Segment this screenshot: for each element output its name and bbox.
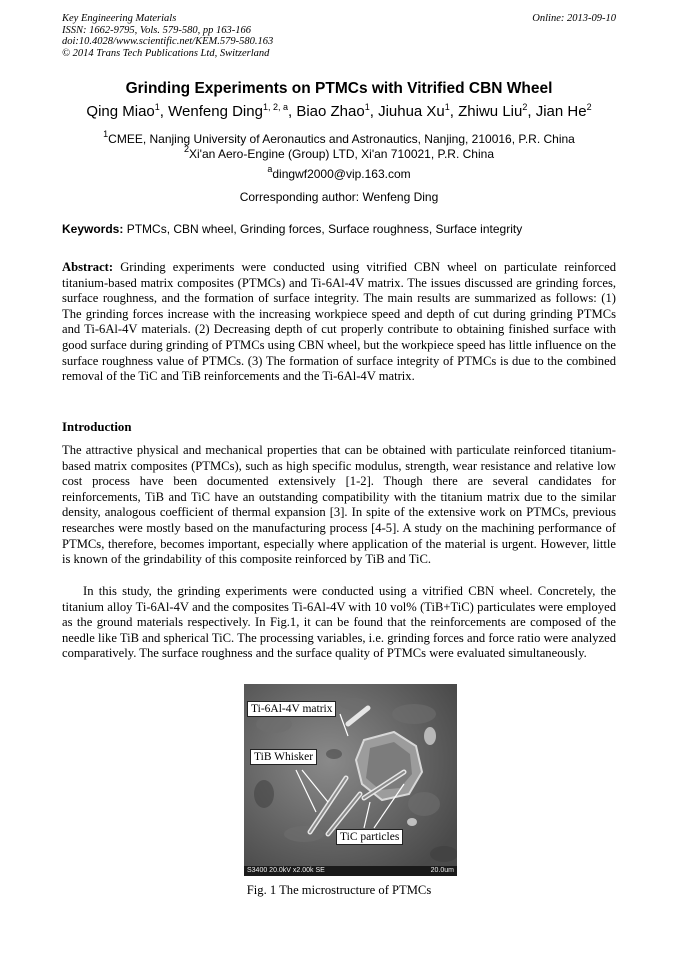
- author: Wenfeng Ding: [168, 103, 263, 120]
- author-list: Qing Miao$^1$, Wenfeng Ding$^{1, 2, a}$, Biao Zhao$^1$, Jiuhua Xu$^1$, Zhiwu Liu$^2$, Jian He$^2$: [86, 102, 592, 120]
- abstract-text: Grinding experiments were conducted using vitrified CBN wheel on particulate reinforced titanium-based matrix composites (PTMCs) and Ti-6Al-4V matrix. The issues discussed are grinding forces, surface roughness, and the formation of surface integrity. The main results are summarized as follows: (1) The grinding forces increase with the increasing workpiece speed and depth of cut during grinding PTMCs and Ti-6Al-4V materials. (2) Decreasing depth of cut properly contribute to obtaining finished surface with good surface during grinding of PTMCs using CBN wheel, but the workpiece speed has little influence on the surface roughness value of PTMCs. (3) The formation of surface integrity of PTMCs is due to the combined removal of the TiC and TiB reinforcements and the Ti-6Al-4V matrix.: [62, 260, 617, 384]
- issn: ISSN: 1662-9795, Vols. 579-580, pp 163-166: [62, 24, 251, 36]
- keywords-label: Keywords:: [62, 222, 124, 236]
- sem-info: S3400 20.0kV x2.00k SE: [247, 867, 325, 874]
- doi: doi:10.4028/www.scientific.net/KEM.579-580.163: [62, 36, 274, 47]
- affiliation-2: $^2$Xi'an Aero-Engine (Group) LTD, Xi'an 710021, P.R. China: [184, 144, 494, 161]
- abstract-label: Abstract:: [62, 260, 114, 274]
- copyright: © 2014 Trans Tech Publications Ltd, Switzerland: [62, 47, 270, 59]
- author-sup: 1: [154, 102, 160, 112]
- author-sup: 2: [586, 102, 592, 112]
- figure-caption: Fig. 1 The microstructure of PTMCs: [246, 883, 432, 897]
- author-email: $^a$dingwf2000@vip.163.com: [267, 164, 411, 181]
- author: Jiuhua Xu: [378, 103, 445, 120]
- intro-paragraph-2: In this study, the grinding experiments were conducted using a vitrified CBN wheel. Concretely, the titanium alloy Ti-6Al-4V and the composites Ti-6Al-4V with 10 vol% (TiB+TiC) particulates were employed as the ground materials respectively. In Fig.1, it can be found that the reinforcements are composed of the needle like TiB and spherical TiC. The processing variables, i.e. grinding forces and force ratio were analyzed comparatively. The surface roughness and the surface quality of PTMCs were evaluated simultaneously.: [62, 584, 616, 661]
- author: Zhiwu Liu: [458, 103, 523, 120]
- label-matrix: Ti-6Al-4V matrix: [247, 701, 336, 717]
- online-date: Online: 2013-09-10: [532, 13, 616, 24]
- author-sup: 1, 2, a: [262, 102, 288, 112]
- paper-title: Grinding Experiments on PTMCs with Vitrified CBN Wheel: [125, 80, 553, 97]
- author: Biao Zhao: [296, 103, 365, 120]
- author: Jian He: [535, 103, 587, 120]
- corresponding-author: Corresponding author: Wenfeng Ding: [239, 190, 439, 204]
- label-whisker: TiB Whisker: [250, 749, 317, 765]
- keywords-text: PTMCs, CBN wheel, Grinding forces, Surface roughness, Surface integrity: [126, 222, 523, 236]
- sem-scale: 20.0um: [430, 867, 454, 874]
- abstract: [62, 260, 616, 385]
- journal-name: Key Engineering Materials: [62, 13, 177, 24]
- section-heading-introduction: Introduction: [62, 420, 132, 434]
- author: Qing Miao: [86, 103, 155, 120]
- author-sup: 2: [522, 102, 528, 112]
- sem-scalebar: [244, 866, 457, 876]
- author-sup: 1: [364, 102, 370, 112]
- author-sup: 1: [444, 102, 450, 112]
- sem-micrograph: [244, 684, 457, 876]
- label-particles: TiC particles: [336, 829, 403, 845]
- journal-header: [62, 13, 616, 59]
- affiliation-1: $^1$CMEE, Nanjing University of Aeronautics and Astronautics, Nanjing, 210016, P.R. China: [103, 129, 575, 146]
- keywords: [62, 222, 616, 236]
- intro-paragraph-1: The attractive physical and mechanical properties that can be obtained with particulate reinforced titanium-based matrix composites (PTMCs), such as high specific modulus, strength, wear resistance and relative low cost process have been documented extensively [1-2]. Though there are several candidates for reinforcements, TiB and TiC have an outstanding compatibility with the titanium matrix due to the similar density, analogous coefficient of thermal expansion [3]. In spite of the extensive work on PTMCs, previous researches were mostly based on the manufacturing process [4-5]. A study on the machining performance of PTMCs, therefore, becomes important, especially where application of the material is urgent. However, little is known of the grindability of this composite reinforced by TiB and TiC.: [62, 443, 616, 567]
